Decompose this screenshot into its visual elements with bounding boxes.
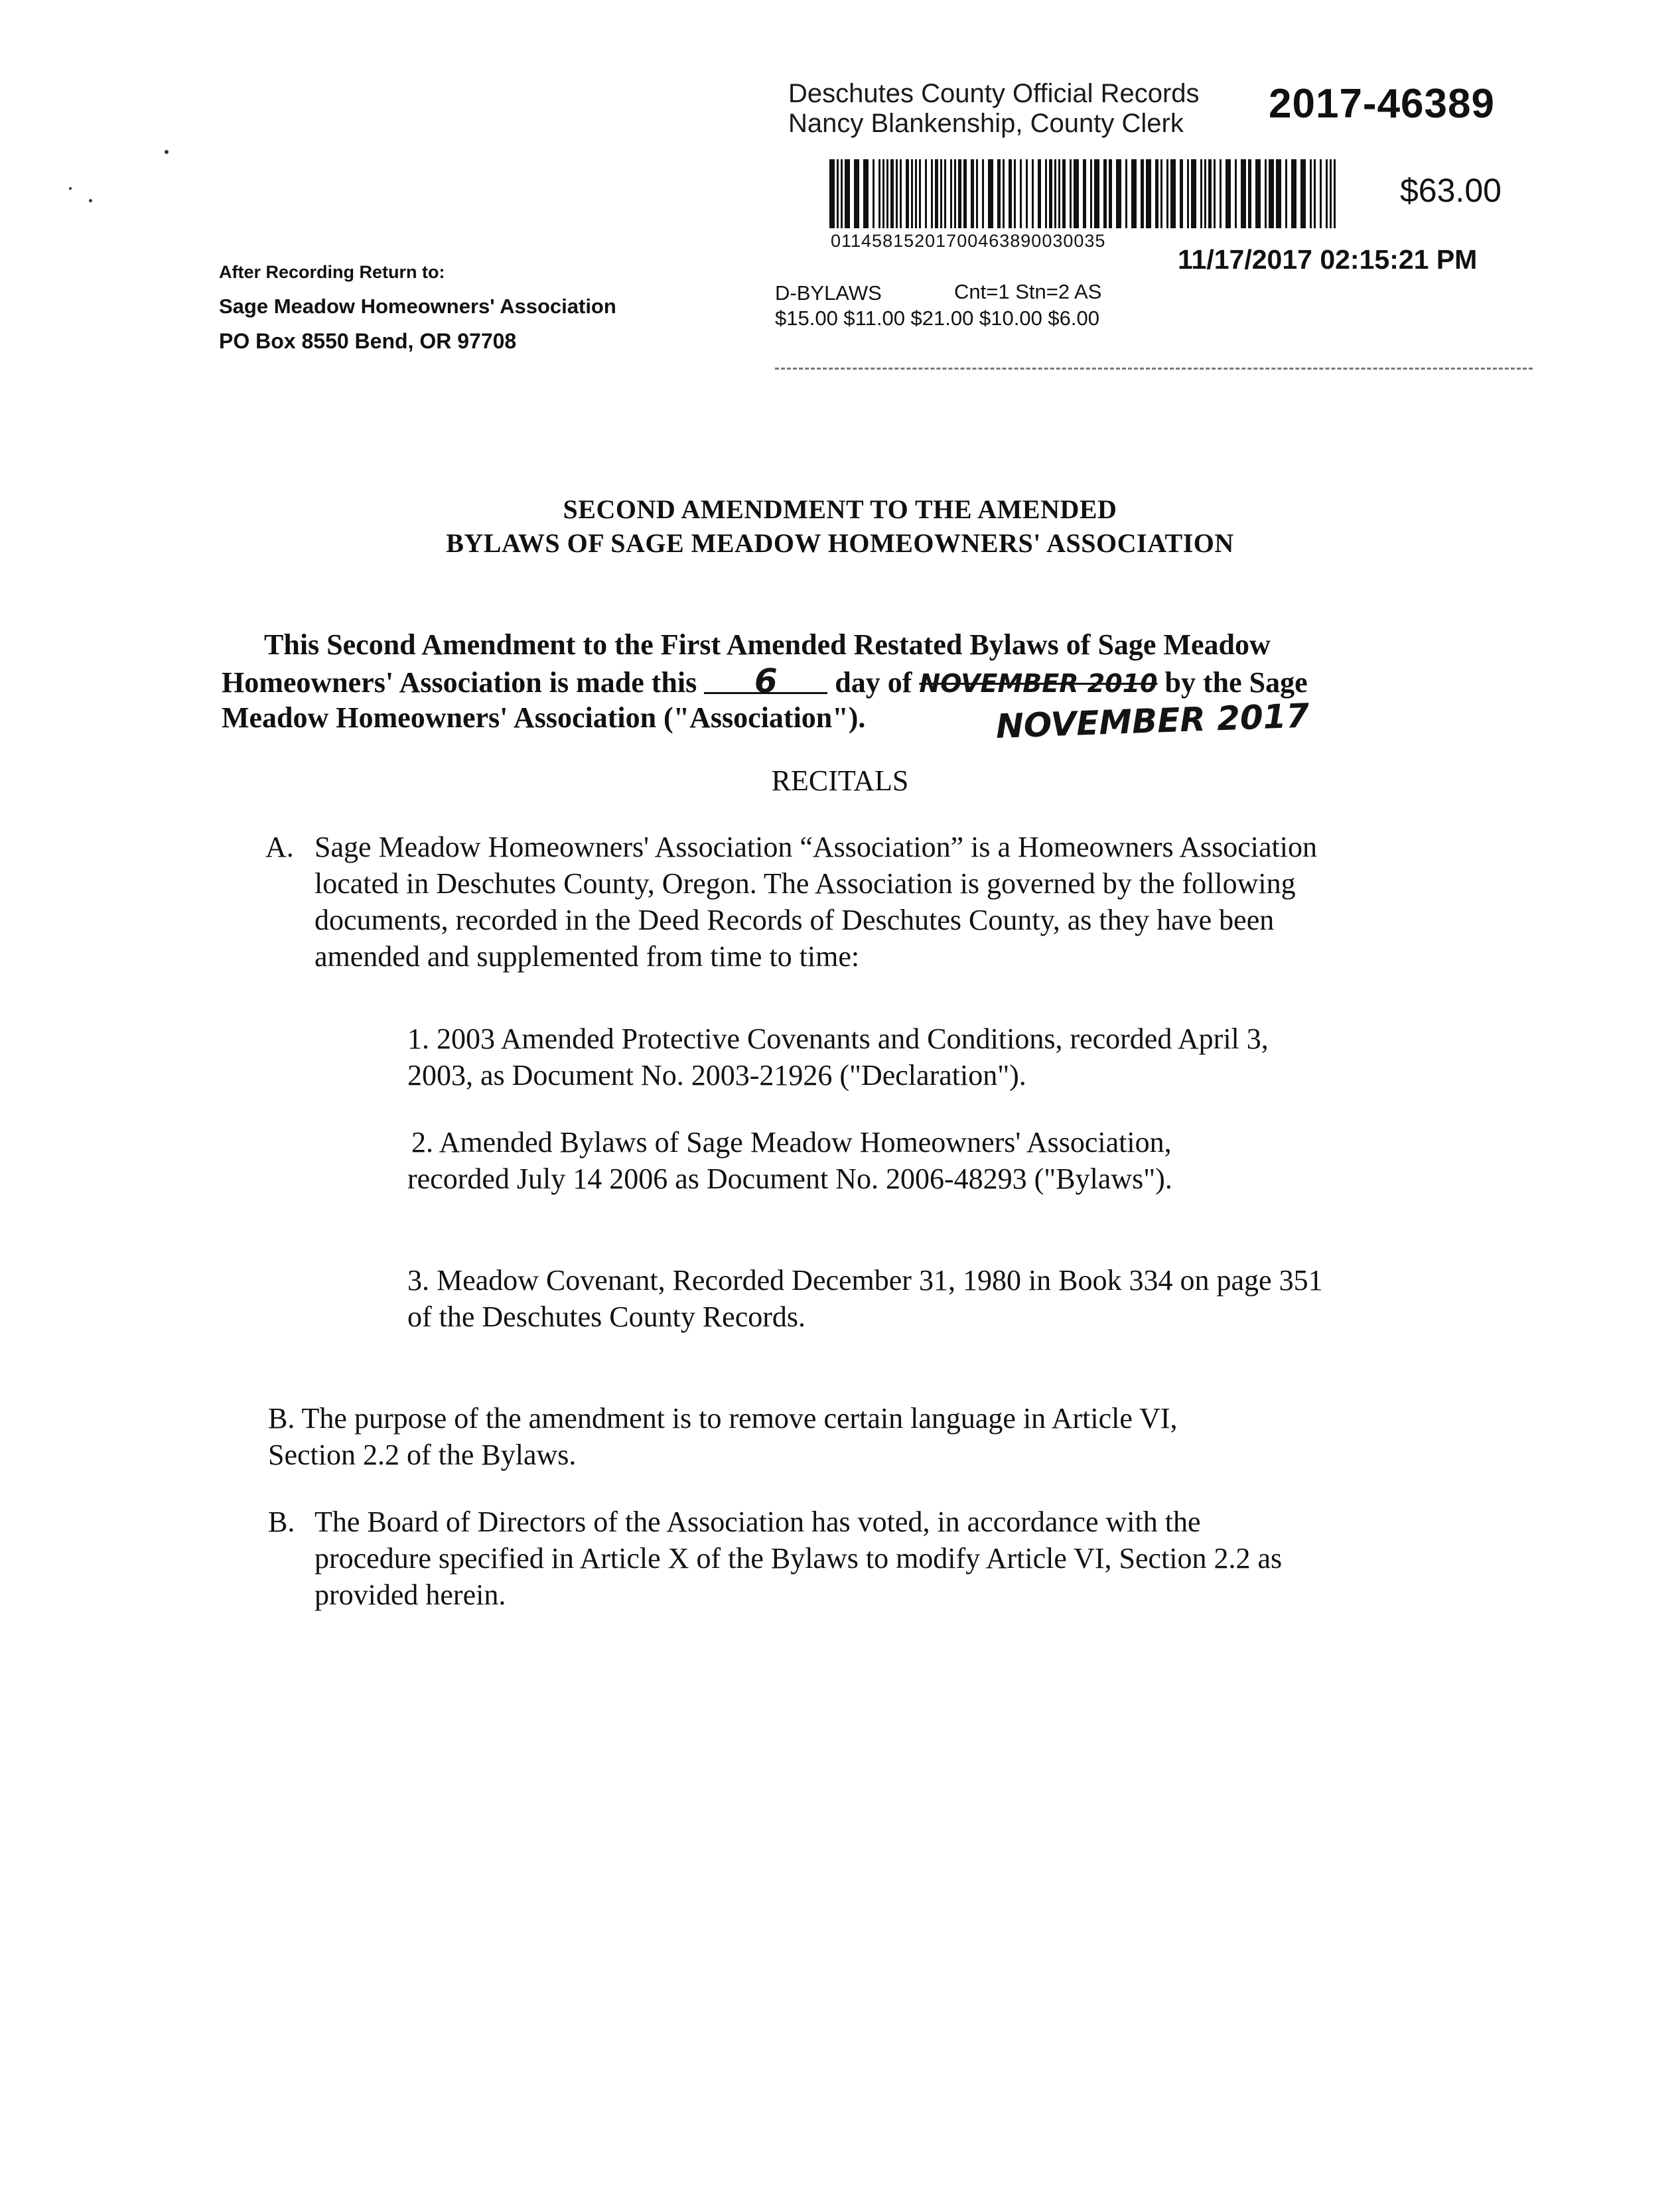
barcode-bar xyxy=(1235,159,1237,228)
barcode-bar xyxy=(1204,159,1206,228)
barcode xyxy=(828,159,1339,228)
barcode-bar xyxy=(1083,159,1086,228)
stamp-divider xyxy=(775,368,1533,370)
governing-document-line: 2003, as Document No. 2003-21926 ("Declaration"). xyxy=(407,1059,1026,1092)
recital-b-purpose-line: Section 2.2 of the Bylaws. xyxy=(268,1439,577,1471)
barcode-bar xyxy=(829,159,835,228)
barcode-bar xyxy=(845,159,850,228)
barcode-bar xyxy=(1200,159,1202,228)
barcode-bar xyxy=(1103,159,1107,228)
barcode-bar xyxy=(1160,159,1162,228)
barcode-bar xyxy=(1255,159,1261,228)
barcode-bar xyxy=(1334,159,1336,228)
barcode-bar xyxy=(944,159,946,228)
barcode-bar xyxy=(958,159,961,228)
scan-speck xyxy=(165,150,169,154)
barcode-bar xyxy=(1300,159,1306,228)
barcode-bar xyxy=(878,159,880,228)
recital-a-line: documents, recorded in the Deed Records of Deschutes County, as they have been xyxy=(315,904,1275,936)
fee-total: $63.00 xyxy=(1400,172,1502,209)
barcode-bar xyxy=(1045,159,1047,228)
barcode-bar xyxy=(1032,159,1034,228)
recital-a-line: Sage Meadow Homeowners' Association “Association” is a Homeowners Association xyxy=(315,831,1317,863)
barcode-bar xyxy=(1291,159,1296,228)
governing-document-line: 2. Amended Bylaws of Sage Meadow Homeowners' Association, xyxy=(411,1126,1172,1159)
barcode-bar xyxy=(1049,159,1052,228)
recital-b-board-line: The Board of Directors of the Association has voted, in accordance with the xyxy=(315,1506,1201,1538)
barcode-bar xyxy=(1191,159,1196,228)
document-title-line-1: SECOND AMENDMENT TO THE AMENDED xyxy=(563,494,1117,524)
barcode-bar xyxy=(1208,159,1212,228)
barcode-number: 01145815201700463890030035 xyxy=(831,231,1106,251)
struck-date: NOVEMBER 2010 xyxy=(919,669,1158,698)
recital-b-board-marker: B. xyxy=(268,1506,295,1538)
barcode-bar xyxy=(1141,159,1144,228)
barcode-bar xyxy=(1116,159,1121,228)
barcode-bar xyxy=(1146,159,1151,228)
barcode-bar xyxy=(1248,159,1251,228)
barcode-bar xyxy=(900,159,902,228)
barcode-bar xyxy=(915,159,917,228)
barcode-bar xyxy=(1241,159,1246,228)
barcode-bar xyxy=(1187,159,1189,228)
barcode-bar xyxy=(997,159,1001,228)
barcode-bar xyxy=(1094,159,1099,228)
barcode-bar xyxy=(1070,159,1072,228)
barcode-bar xyxy=(1265,159,1267,228)
barcode-bar xyxy=(1109,159,1112,228)
barcode-bar xyxy=(837,159,839,228)
scan-speck xyxy=(69,187,72,190)
barcode-bar xyxy=(911,159,913,228)
barcode-bar xyxy=(873,159,875,228)
barcode-bar xyxy=(1009,159,1012,228)
handwritten-day: 6 xyxy=(754,662,778,700)
barcode-bar xyxy=(1170,159,1176,228)
barcode-bar xyxy=(1314,159,1316,228)
barcode-bar xyxy=(1026,159,1028,228)
intro-line-3: Meadow Homeowners' Association ("Association"). xyxy=(222,701,866,734)
recital-a-marker: A. xyxy=(265,831,294,863)
barcode-bar xyxy=(1214,159,1216,228)
barcode-bar xyxy=(1014,159,1016,228)
recital-a-line: amended and supplemented from time to time: xyxy=(315,940,860,973)
barcode-bar xyxy=(1310,159,1312,228)
stamp-counts: Cnt=1 Stn=2 AS xyxy=(954,280,1102,303)
barcode-bar xyxy=(976,159,978,228)
barcode-bar xyxy=(1320,159,1322,228)
handwritten-date-correction: NOVEMBER 2017 xyxy=(995,696,1310,746)
barcode-bar xyxy=(1058,159,1060,228)
barcode-bar xyxy=(1330,159,1332,228)
governing-document-line: 3. Meadow Covenant, Recorded December 31, 1980 in Book 334 on page 351 xyxy=(407,1264,1323,1297)
recitals-heading: RECITALS xyxy=(771,764,909,797)
barcode-bar xyxy=(1180,159,1183,228)
barcode-bar xyxy=(971,159,974,228)
intro-line-1: This Second Amendment to the First Amended Restated Bylaws of Sage Meadow xyxy=(264,628,1271,661)
barcode-bar xyxy=(954,159,956,228)
return-label: After Recording Return to: xyxy=(219,262,445,282)
barcode-bar xyxy=(1269,159,1274,228)
barcode-bar xyxy=(935,159,938,228)
barcode-bar xyxy=(1074,159,1079,228)
governing-document-line: 1. 2003 Amended Protective Covenants and Conditions, recorded April 3, xyxy=(407,1023,1269,1055)
recorded-timestamp: 11/17/2017 02:15:21 PM xyxy=(1178,244,1478,275)
fee-breakdown: $15.00 $11.00 $21.00 $10.00 $6.00 xyxy=(775,307,1099,330)
barcode-bar xyxy=(1166,159,1168,228)
barcode-bar xyxy=(931,159,933,228)
barcode-bar xyxy=(1276,159,1281,228)
barcode-bar xyxy=(963,159,967,228)
intro-line-2 xyxy=(222,663,1308,702)
document-title-line-2: BYLAWS OF SAGE MEADOW HOMEOWNERS' ASSOCIATION xyxy=(446,528,1234,558)
barcode-bar xyxy=(925,159,927,228)
barcode-bar xyxy=(886,159,888,228)
barcode-bar xyxy=(906,159,909,228)
intro-day-of: day of xyxy=(835,666,912,699)
barcode-bar xyxy=(1003,159,1005,228)
barcode-bar xyxy=(988,159,993,228)
recital-b-board-line: provided herein. xyxy=(315,1579,506,1611)
document-number: 2017-46389 xyxy=(1269,81,1495,127)
recital-a-line: located in Deschutes County, Oregon. The Association is governed by the following xyxy=(315,867,1296,900)
scan-speck xyxy=(89,199,92,202)
barcode-bar xyxy=(1020,159,1022,228)
barcode-bar xyxy=(854,159,859,228)
governing-document-line: of the Deschutes County Records. xyxy=(407,1301,805,1333)
document-type: D-BYLAWS xyxy=(775,281,882,305)
day-blank xyxy=(704,662,827,700)
barcode-bar xyxy=(1038,159,1041,228)
barcode-bar xyxy=(1090,159,1092,228)
barcode-bar xyxy=(1062,159,1066,228)
barcode-bar xyxy=(890,159,894,228)
barcode-bar xyxy=(1155,159,1158,228)
return-organization: Sage Meadow Homeowners' Association xyxy=(219,295,616,318)
clerk-office-line: Deschutes County Official Records xyxy=(788,79,1200,108)
barcode-bar xyxy=(919,159,921,228)
intro-made-this: Homeowners' Association is made this xyxy=(222,666,697,699)
barcode-bar xyxy=(896,159,898,228)
recital-b-board-line: procedure specified in Article X of the Bylaws to modify Article VI, Section 2.2 as xyxy=(315,1542,1283,1575)
barcode-bar xyxy=(982,159,984,228)
barcode-bar xyxy=(882,159,884,228)
county-clerk-name: Nancy Blankenship, County Clerk xyxy=(788,109,1184,138)
barcode-bar xyxy=(1225,159,1231,228)
barcode-bar xyxy=(1125,159,1127,228)
barcode-bar xyxy=(1054,159,1056,228)
barcode-bar xyxy=(841,159,843,228)
barcode-bar xyxy=(863,159,869,228)
barcode-bar xyxy=(940,159,942,228)
barcode-bar xyxy=(1220,159,1222,228)
return-address: PO Box 8550 Bend, OR 97708 xyxy=(219,329,517,353)
intro-by-the-sage: by the Sage xyxy=(1164,666,1308,699)
barcode-bar xyxy=(1285,159,1287,228)
barcode-bar xyxy=(950,159,952,228)
return-address-block xyxy=(219,255,616,358)
recital-b-purpose-line: B. The purpose of the amendment is to remove certain language in Article VI, xyxy=(268,1402,1178,1435)
barcode-bar xyxy=(1131,159,1137,228)
governing-document-line: recorded July 14 2006 as Document No. 2006-48293 ("Bylaws"). xyxy=(407,1163,1172,1195)
barcode-bar xyxy=(1326,159,1328,228)
